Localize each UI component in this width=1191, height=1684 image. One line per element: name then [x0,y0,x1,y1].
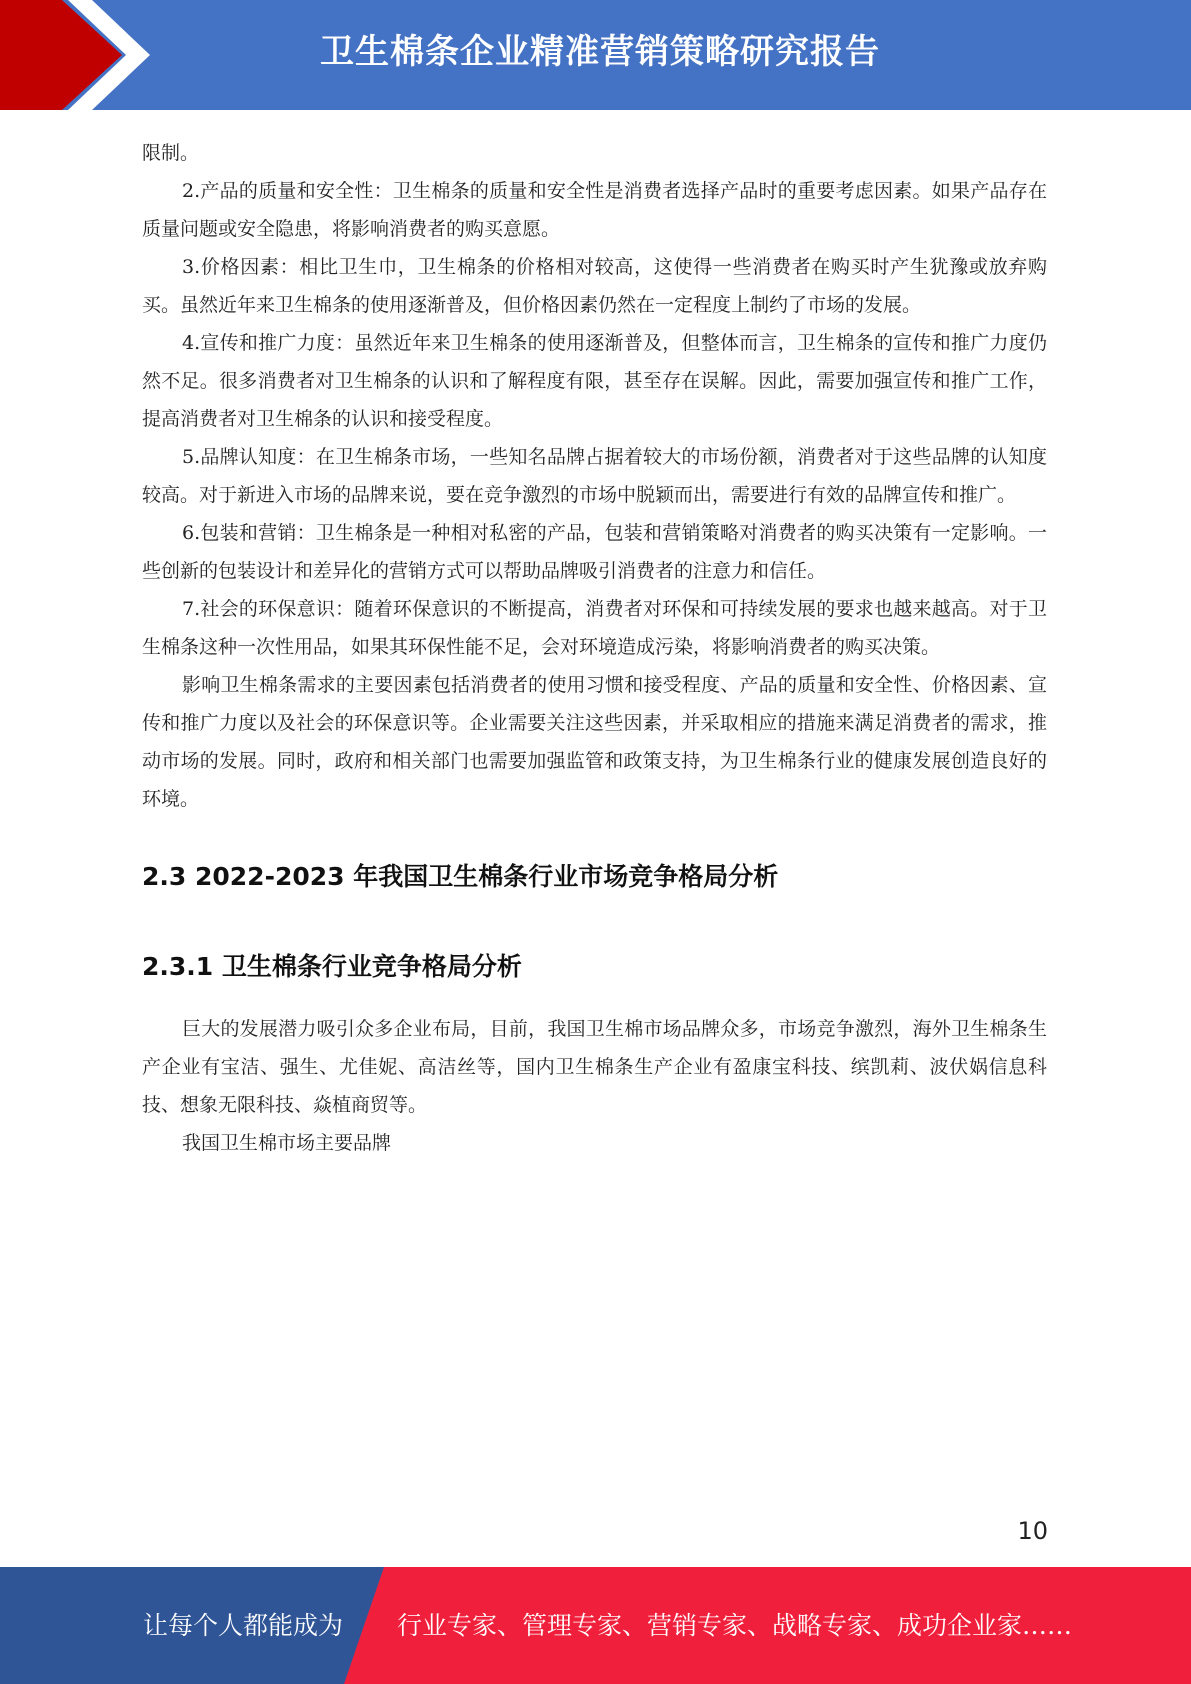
paragraph-packaging: 6.包装和营销：卫生棉条是一种相对私密的产品，包装和营销策略对消费者的购买决策有一定影响。一些创新的包装设计和差异化的营销方式可以帮助品牌吸引消费者的注意力和信任。 [142,522,1047,582]
paragraph-price: 3.价格因素：相比卫生巾，卫生棉条的价格相对较高，这使得一些消费者在购买时产生犹豫或放弃购买。虽然近年来卫生棉条的使用逐渐普及，但价格因素仍然在一定程度上制约了市场的发展。 [142,256,1047,316]
section-heading-2-3: 2.3 2022-2023 年我国卫生棉条行业市场竞争格局分析 [142,862,779,891]
paragraph-continuation: 限制。 [142,142,200,164]
page-footer [0,1567,1191,1684]
header-arrow-decoration [0,0,160,110]
paragraph-summary: 影响卫生棉条需求的主要因素包括消费者的使用习惯和接受程度、产品的质量和安全性、价格因素、宣传和推广力度以及社会的环保意识等。企业需要关注这些因素，并采取相应的措施来满足消费者的需求，推动市场的发展。同时，政府和相关部门也需要加强监管和政策支持，为卫生棉条行业的健康发展创造良好的环境。 [142,674,1047,810]
figure-caption-brands: 我国卫生棉市场主要品牌 [182,1132,392,1154]
page-header [0,0,1191,110]
paragraph-environment: 7.社会的环保意识：随着环保意识的不断提高，消费者对环保和可持续发展的要求也越来越高。对于卫生棉条这种一次性用品，如果其环保性能不足，会对环境造成污染，将影响消费者的购买决策。 [142,598,1047,658]
section-heading-2-3-1: 2.3.1 卫生棉条行业竞争格局分析 [142,952,522,981]
paragraph-competition: 巨大的发展潜力吸引众多企业布局，目前，我国卫生棉市场品牌众多，市场竞争激烈，海外卫生棉条生产企业有宝洁、强生、尤佳妮、高洁丝等，国内卫生棉条生产企业有盈康宝科技、缤凯莉、波伏娲信息科技、想象无限科技、焱植商贸等。 [142,1018,1047,1116]
header-title: 卫生棉条企业精准营销策略研究报告 [320,32,880,72]
document-body [142,134,1047,1162]
paragraph-brand: 5.品牌认知度：在卫生棉条市场，一些知名品牌占据着较大的市场份额，消费者对于这些品牌的认知度较高。对于新进入市场的品牌来说，要在竞争激烈的市场中脱颖而出，需要进行有效的品牌宣传和推广。 [142,446,1047,506]
paragraph-promotion: 4.宣传和推广力度：虽然近年来卫生棉条的使用逐渐普及，但整体而言，卫生棉条的宣传和推广力度仍然不足。很多消费者对卫生棉条的认识和了解程度有限，甚至存在误解。因此，需要加强宣传和推广工作，提高消费者对卫生棉条的认识和接受程度。 [142,332,1047,430]
footer-slogan-right: 行业专家、管理专家、营销专家、战略专家、成功企业家…… [397,1611,1073,1640]
footer-slogan-left: 让每个人都能成为 [143,1611,344,1640]
paragraph-quality: 2.产品的质量和安全性：卫生棉条的质量和安全性是消费者选择产品时的重要考虑因素。如果产品存在质量问题或安全隐患，将影响消费者的购买意愿。 [142,180,1047,240]
page-number: 10 [1017,1517,1048,1545]
